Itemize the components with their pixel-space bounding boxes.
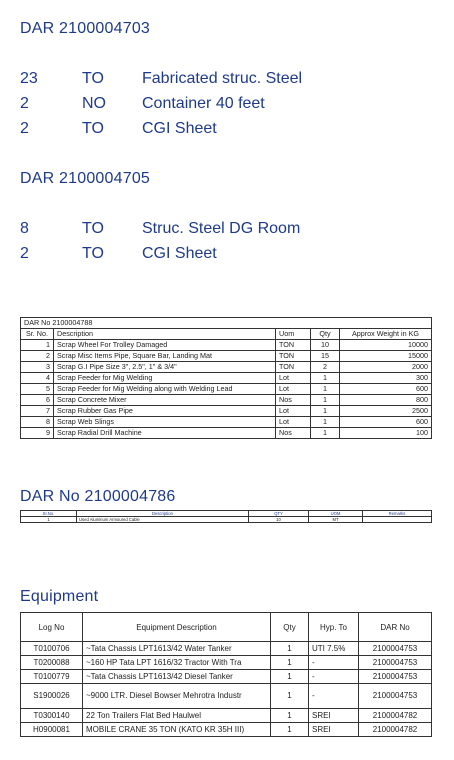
- col-header: Description: [54, 329, 276, 340]
- cell: 1: [311, 373, 340, 384]
- cell: 10: [249, 517, 309, 523]
- col-header: Equipment Description: [83, 613, 271, 642]
- cell: Scrap Feeder for Mig Welding: [54, 373, 276, 384]
- table-row: [21, 395, 432, 406]
- equipment-title: Equipment: [20, 588, 99, 605]
- item-qty: 8: [20, 220, 29, 237]
- table-row: [21, 362, 432, 373]
- cell: 2000: [340, 362, 432, 373]
- cell: 300: [340, 373, 432, 384]
- cell: MOBILE CRANE 35 TON (KATO KR 35H III): [83, 723, 271, 737]
- cell: T0200088: [21, 656, 83, 670]
- item-unit: TO: [82, 120, 104, 137]
- dar-title-4703: DAR 2100004703: [20, 20, 151, 37]
- cell: 1: [311, 417, 340, 428]
- cell: 6: [21, 395, 54, 406]
- cell: 1: [271, 656, 309, 670]
- cell: 22 Ton Trailers Flat Bed Haulwel: [83, 709, 271, 723]
- cell: Used Aluminum Armoured Cable: [77, 517, 249, 523]
- cell: 15: [311, 351, 340, 362]
- table-row: [21, 428, 432, 439]
- cell: Scrap Web Slings: [54, 417, 276, 428]
- col-header: Approx Weight in KG: [340, 329, 432, 340]
- cell: -: [309, 670, 359, 684]
- col-header: Description: [77, 511, 249, 517]
- table-row: [21, 656, 432, 670]
- cell: 1: [21, 340, 54, 351]
- cell: Scrap G.I Pipe Size 3", 2.5", 1" & 3/4": [54, 362, 276, 373]
- cell: Scrap Misc Items Pipe, Square Bar, Landing Mat: [54, 351, 276, 362]
- cell: H0900081: [21, 723, 83, 737]
- cell: 2100004753: [359, 656, 432, 670]
- cell: 7: [21, 406, 54, 417]
- item-desc: CGI Sheet: [142, 245, 217, 262]
- col-header: Log No: [21, 613, 83, 642]
- col-header: Qty: [311, 329, 340, 340]
- cell: -: [309, 684, 359, 709]
- cell: Nos: [276, 395, 311, 406]
- cell: 1: [311, 428, 340, 439]
- item-unit: NO: [82, 95, 106, 112]
- item-desc: Fabricated struc. Steel: [142, 70, 303, 87]
- cell: 4: [21, 373, 54, 384]
- table-title: DAR No 2100004788: [21, 318, 432, 329]
- table-row: [21, 684, 432, 709]
- cell: Nos: [276, 428, 311, 439]
- cell: 2100004753: [359, 642, 432, 656]
- cell: TON: [276, 351, 311, 362]
- col-header: Sr.No.: [21, 511, 77, 517]
- col-header: Hyp. To: [309, 613, 359, 642]
- cell: 1: [271, 723, 309, 737]
- cell: 1: [21, 517, 77, 523]
- table-row: [21, 642, 432, 656]
- cell: 2: [311, 362, 340, 373]
- item-qty: 2: [20, 95, 29, 112]
- table-row: [21, 384, 432, 395]
- cell: 2500: [340, 406, 432, 417]
- cell: Scrap Radial Drill Machine: [54, 428, 276, 439]
- col-header: DAR No: [359, 613, 432, 642]
- cell: Lot: [276, 406, 311, 417]
- cell: TON: [276, 340, 311, 351]
- cell: 5: [21, 384, 54, 395]
- table-row: [21, 373, 432, 384]
- cell: -: [309, 656, 359, 670]
- cell: MT: [309, 517, 363, 523]
- cell: UTI 7.5%: [309, 642, 359, 656]
- table-row: [21, 351, 432, 362]
- col-header: QTY: [249, 511, 309, 517]
- item-unit: TO: [82, 220, 104, 237]
- item-unit: TO: [82, 70, 104, 87]
- table-header-row: [21, 329, 432, 340]
- cell: SREI: [309, 723, 359, 737]
- item-desc: Struc. Steel DG Room: [142, 220, 301, 237]
- table-row: [21, 340, 432, 351]
- cell: T0100779: [21, 670, 83, 684]
- item-unit: TO: [82, 245, 104, 262]
- cell: 800: [340, 395, 432, 406]
- cell: 15000: [340, 351, 432, 362]
- cell: Scrap Wheel For Trolley Damaged: [54, 340, 276, 351]
- cell: SREI: [309, 709, 359, 723]
- cell: 2: [21, 351, 54, 362]
- cell: TON: [276, 362, 311, 373]
- cell: 100: [340, 428, 432, 439]
- item-desc: CGI Sheet: [142, 120, 217, 137]
- cell: 1: [311, 406, 340, 417]
- cell: 600: [340, 417, 432, 428]
- item-qty: 23: [20, 70, 38, 87]
- cell: 3: [21, 362, 54, 373]
- col-header: UOM: [309, 511, 363, 517]
- cell: 1: [311, 384, 340, 395]
- cell: 1: [311, 395, 340, 406]
- cell: Lot: [276, 417, 311, 428]
- cell: 600: [340, 384, 432, 395]
- cell: 10000: [340, 340, 432, 351]
- cell: T0100706: [21, 642, 83, 656]
- item-qty: 2: [20, 245, 29, 262]
- col-header: Qty: [271, 613, 309, 642]
- cell: S1900026: [21, 684, 83, 709]
- dar-title-4705: DAR 2100004705: [20, 170, 151, 187]
- cell: 1: [271, 642, 309, 656]
- cell: 1: [271, 670, 309, 684]
- cell: Scrap Concrete Mixer: [54, 395, 276, 406]
- cell: 8: [21, 417, 54, 428]
- col-header: Sr. No.: [21, 329, 54, 340]
- cell: 1: [271, 709, 309, 723]
- cell: 1: [271, 684, 309, 709]
- equipment-table: [20, 612, 432, 737]
- cell: 2100004753: [359, 670, 432, 684]
- cell: 2100004753: [359, 684, 432, 709]
- cell: ~9000 LTR. Diesel Bowser Mehrotra Industr: [83, 684, 271, 709]
- table-row: [21, 670, 432, 684]
- table-row: [21, 417, 432, 428]
- cell: Scrap Rubber Gas Pipe: [54, 406, 276, 417]
- cell: 10: [311, 340, 340, 351]
- table-row: [21, 709, 432, 723]
- item-desc: Container 40 feet: [142, 95, 265, 112]
- col-header: Uom: [276, 329, 311, 340]
- col-header: Remarks: [363, 511, 432, 517]
- cell: 9: [21, 428, 54, 439]
- table-row: [21, 517, 432, 523]
- cell: Lot: [276, 384, 311, 395]
- table-row: [21, 723, 432, 737]
- cell: T0300140: [21, 709, 83, 723]
- cell: Scrap Feeder for Mig Welding along with Welding Lead: [54, 384, 276, 395]
- cell: ~Tata Chassis LPT1613/42 Diesel Tanker: [83, 670, 271, 684]
- scrap-table-4788: [20, 317, 432, 439]
- item-qty: 2: [20, 120, 29, 137]
- cable-table-4786: [20, 510, 432, 523]
- cell: [363, 517, 432, 523]
- cell: 2100004782: [359, 723, 432, 737]
- cell: 2100004782: [359, 709, 432, 723]
- cell: ~160 HP Tata LPT 1616/32 Tractor With Tra: [83, 656, 271, 670]
- dar-title-4786: DAR No 2100004786: [20, 488, 176, 505]
- table-row: [21, 406, 432, 417]
- table-header-row: [21, 613, 432, 642]
- cell: Lot: [276, 373, 311, 384]
- cell: ~Tata Chassis LPT1613/42 Water Tanker: [83, 642, 271, 656]
